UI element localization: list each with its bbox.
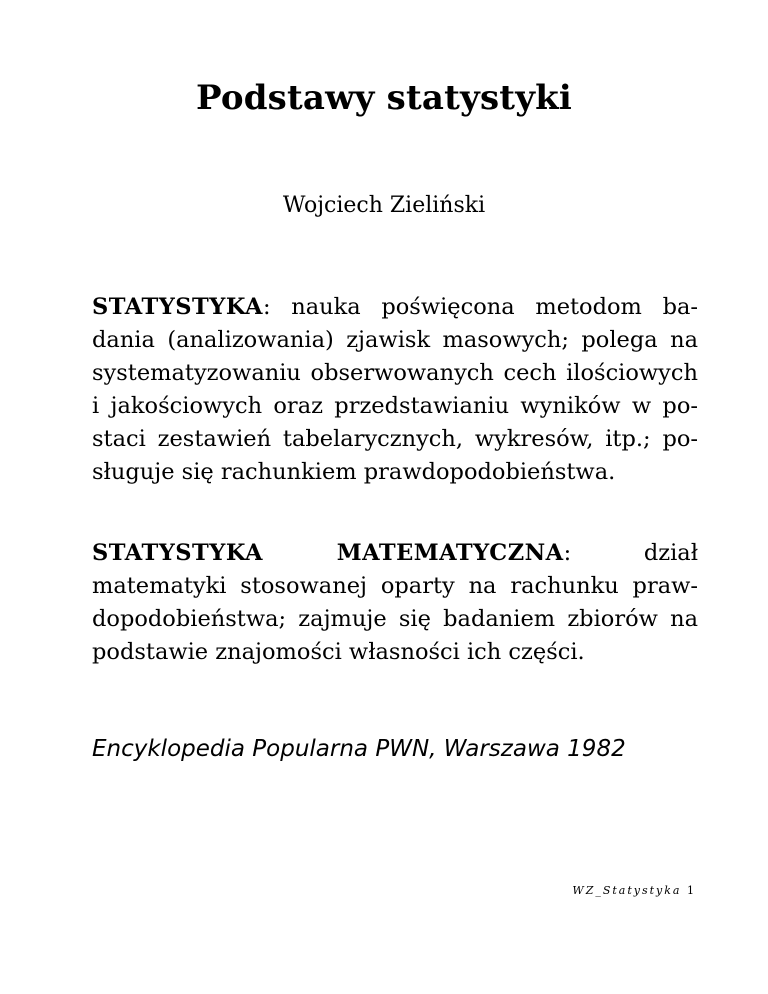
definition-text: : nauka poświęcona metodom ba-dania (analizowania) zjawisk masowych; polega na systematyzowaniu obserwowanych cech ilościowych i jakościowych oraz przedstawianiu wyników w po-staci zestawień tabelarycznych, wykresów, itp.; po-sługuje się rachunkiem prawdopodobieństwa. (92, 294, 698, 485)
definition-paragraph-statystyka (92, 291, 698, 489)
source-citation: Encyklopedia Popularna PWN, Warszawa 1982 (92, 736, 626, 762)
page-footer (572, 884, 696, 897)
definition-term: STATYSTYKA MATEMATYCZNA (92, 540, 564, 566)
author-name: Wojciech Zieliński (282, 193, 486, 218)
page-number: 1 (687, 884, 696, 897)
page-title: Podstawy statystyki (195, 78, 573, 118)
definition-paragraph-statystyka-matematyczna (92, 537, 698, 669)
definition-term: STATYSTYKA (92, 294, 263, 320)
definition-text: : dział matematyki stosowanej oparty na rachunku praw-dopodobieństwa; zajmuje się badaniem zbiorów na podstawie znajomości własności ich części. (92, 540, 698, 665)
footer-label: WZ_Statystyka (572, 884, 682, 897)
